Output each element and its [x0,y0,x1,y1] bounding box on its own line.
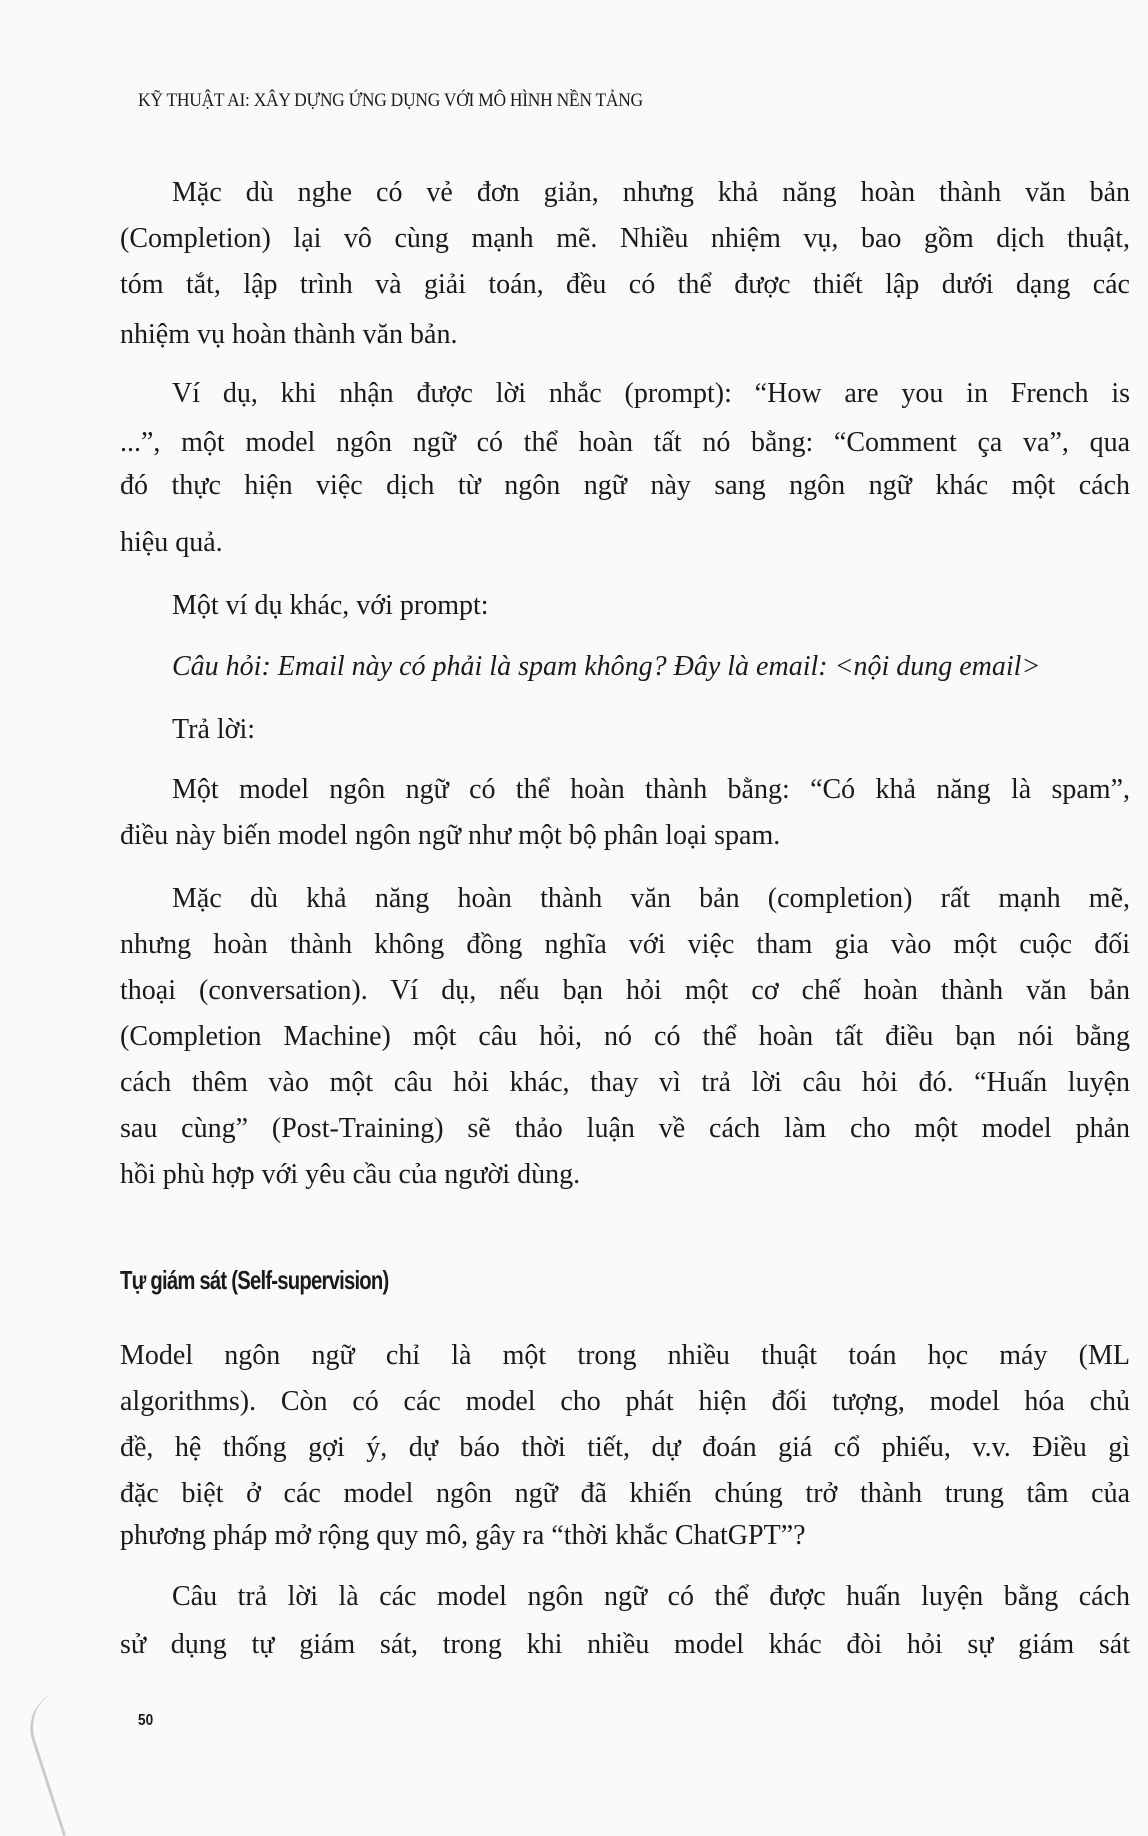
text-line: Model ngôn ngữ chỉ là một trong nhiều thuật toán học máy (ML [120,1340,1130,1371]
text-line: Một ví dụ khác, với prompt: [172,590,489,621]
text-line: Một model ngôn ngữ có thể hoàn thành bằng: “Có khả năng là spam”, [172,774,1130,805]
example-prompt: Câu hỏi: Email này có phải là spam không? Đây là email: <nội dung email> [172,651,1041,682]
text-line: nhiệm vụ hoàn thành văn bản. [120,319,458,350]
text-line: hiệu quả. [120,527,223,558]
text-line: Câu trả lời là các model ngôn ngữ có thể được huấn luyện bằng cách [172,1581,1130,1612]
text-line: đặc biệt ở các model ngôn ngữ đã khiến chúng trở thành trung tâm của [120,1478,1130,1509]
text-line: sử dụng tự giám sát, trong khi nhiều model khác đòi hỏi sự giám sát [120,1629,1130,1660]
text-line: Trả lời: [172,714,256,745]
text-line: đó thực hiện việc dịch từ ngôn ngữ này sang ngôn ngữ khác một cách [120,470,1130,501]
text-line: ...”, một model ngôn ngữ có thể hoàn tất nó bằng: “Comment ça va”, qua [120,427,1130,458]
text-line: Mặc dù nghe có vẻ đơn giản, nhưng khả năng hoàn thành văn bản [172,177,1130,208]
text-line: điều này biến model ngôn ngữ như một bộ phân loại spam. [120,820,781,851]
text-line: algorithms). Còn có các model cho phát hiện đối tượng, model hóa chủ [120,1386,1130,1417]
running-header: KỸ THUẬT AI: XÂY DỰNG ỨNG DỤNG VỚI MÔ HÌNH NỀN TẢNG [138,90,643,111]
text-line: (Completion Machine) một câu hỏi, nó có thể hoàn tất điều bạn nói bằng [120,1021,1130,1052]
finger-shadow [20,1684,123,1836]
text-line: cách thêm vào một câu hỏi khác, thay vì trả lời câu hỏi đó. “Huấn luyện [120,1067,1130,1098]
text-line: phương pháp mở rộng quy mô, gây ra “thời khắc ChatGPT”? [120,1520,806,1551]
text-line: tóm tắt, lập trình và giải toán, đều có thể được thiết lập dưới dạng các [120,269,1130,300]
text-line: đề, hệ thống gợi ý, dự báo thời tiết, dự đoán giá cổ phiếu, v.v. Điều gì [120,1432,1130,1463]
text-line: sau cùng” (Post-Training) sẽ thảo luận về cách làm cho một model phản [120,1113,1130,1144]
text-line: thoại (conversation). Ví dụ, nếu bạn hỏi một cơ chế hoàn thành văn bản [120,975,1130,1006]
text-line: nhưng hoàn thành không đồng nghĩa với việc tham gia vào một cuộc đối [120,929,1130,960]
text-line: hồi phù hợp với yêu cầu của người dùng. [120,1159,581,1190]
text-line: Ví dụ, khi nhận được lời nhắc (prompt): “How are you in French is [172,378,1130,409]
text-line: (Completion) lại vô cùng mạnh mẽ. Nhiều nhiệm vụ, bao gồm dịch thuật, [120,223,1130,254]
page-number: 50 [138,1712,154,1729]
section-heading: Tự giám sát (Self-supervision) [120,1265,389,1295]
text-line: Mặc dù khả năng hoàn thành văn bản (completion) rất mạnh mẽ, [172,883,1130,914]
